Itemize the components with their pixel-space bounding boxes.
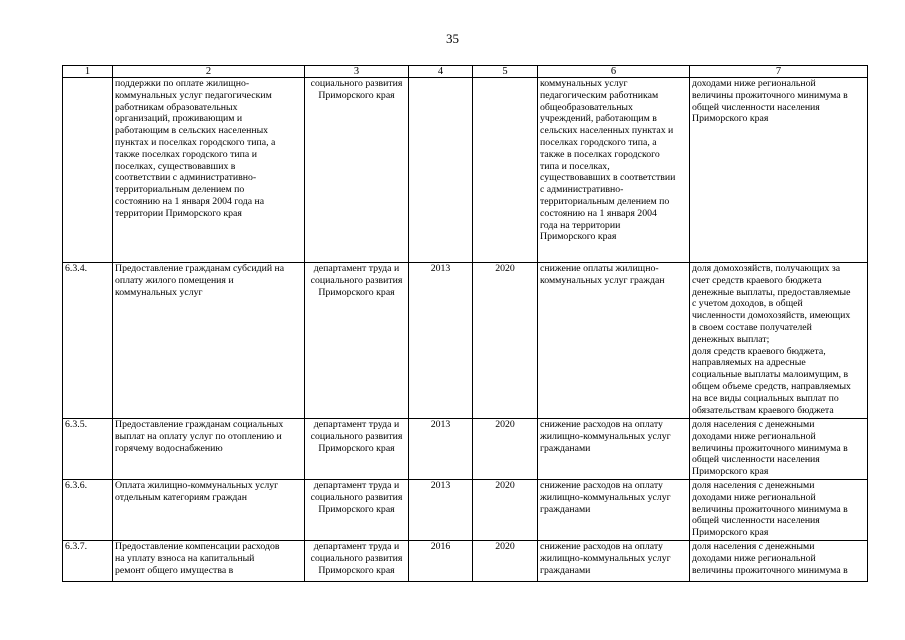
row-number: 6.3.4.	[63, 263, 113, 419]
executor-cell: департамент труда и социального развития Приморского края	[305, 419, 409, 480]
indicator-cell: доля домохозяйств, получающих за счет средств краевого бюджета денежные выплаты, предоставляемые с учетом доходов, в общей численности домохозяйств, имеющих в своем составе получателей денежных выплат; доля средств краевого бюджета, направляемых на адресные социальные выплаты малоимущим, в общем объеме средств, направляемых на все виды социальных выплат по обязательствам краевого бюджета	[690, 263, 868, 419]
column-header: 6	[538, 66, 690, 78]
result-cell: снижение расходов на оплату жилищно-коммунальных услуг гражданами	[538, 480, 690, 541]
executor-cell: департамент труда и социального развития Приморского края	[305, 480, 409, 541]
start-year-cell: 2013	[409, 419, 473, 480]
measure-cell: Предоставление гражданам социальных выплат на оплату услуг по отоплению и горячему водоснабжению	[113, 419, 305, 480]
table-header-row	[63, 66, 868, 78]
result-cell: снижение расходов на оплату жилищно-коммунальных услуг гражданами	[538, 419, 690, 480]
start-year-cell: 2013	[409, 263, 473, 419]
page-number: 35	[446, 31, 459, 46]
start-year-cell: 2013	[409, 480, 473, 541]
measure-cell: Предоставление гражданам субсидий на оплату жилого помещения и коммунальных услуг	[113, 263, 305, 419]
measures-table	[62, 65, 868, 582]
end-year-cell: 2020	[473, 541, 538, 582]
indicator-cell: доля населения с денежными доходами ниже региональной величины прожиточного минимума в общей численности населения Приморского края	[690, 480, 868, 541]
column-header: 1	[63, 66, 113, 78]
end-year-cell	[473, 78, 538, 263]
end-year-cell: 2020	[473, 419, 538, 480]
executor-cell: департамент труда и социального развития Приморского края	[305, 263, 409, 419]
indicator-cell: доходами ниже региональной величины прожиточного минимума в общей численности населения Приморского края	[690, 78, 868, 263]
column-header: 2	[113, 66, 305, 78]
start-year-cell: 2016	[409, 541, 473, 582]
table-row	[63, 419, 868, 480]
column-header: 5	[473, 66, 538, 78]
indicator-cell: доля населения с денежными доходами ниже региональной величины прожиточного минимума в	[690, 541, 868, 582]
row-number	[63, 78, 113, 263]
table-row	[63, 263, 868, 419]
table-row	[63, 78, 868, 263]
indicator-cell: доля населения с денежными доходами ниже региональной величины прожиточного минимума в общей численности населения Приморского края	[690, 419, 868, 480]
result-cell: снижение расходов на оплату жилищно-коммунальных услуг гражданами	[538, 541, 690, 582]
result-cell: снижение оплаты жилищно- коммунальных услуг граждан	[538, 263, 690, 419]
end-year-cell: 2020	[473, 480, 538, 541]
start-year-cell	[409, 78, 473, 263]
end-year-cell: 2020	[473, 263, 538, 419]
measure-cell: Оплата жилищно-коммунальных услуг отдельным категориям граждан	[113, 480, 305, 541]
table-row	[63, 541, 868, 582]
measure-cell: поддержки по оплате жилищно- коммунальных услуг педагогическим работникам образовательных организаций, проживающим и работающим в сельских населенных пунктах и поселках городского типа, а также поселках городского типа и поселках, существовавших в соответствии с административно- территориальным делением по состоянию на 1 января 2004 года на территории Приморского края	[113, 78, 305, 263]
row-number: 6.3.7.	[63, 541, 113, 582]
column-header: 7	[690, 66, 868, 78]
executor-cell: департамент труда и социального развития Приморского края	[305, 541, 409, 582]
column-header: 4	[409, 66, 473, 78]
column-header: 3	[305, 66, 409, 78]
result-cell: коммунальных услуг педагогическим работникам общеобразовательных учреждений, работающим в сельских населенных пунктах и поселках городского типа, а также в поселках городского типа и поселках, существовавших в соответствии с административно- территориальным делением по состоянию на 1 января 2004 года на территории Приморского края	[538, 78, 690, 263]
table-row	[63, 480, 868, 541]
executor-cell: социального развития Приморского края	[305, 78, 409, 263]
measure-cell: Предоставление компенсации расходов на уплату взноса на капитальный ремонт общего имущества в	[113, 541, 305, 582]
row-number: 6.3.6.	[63, 480, 113, 541]
row-number: 6.3.5.	[63, 419, 113, 480]
